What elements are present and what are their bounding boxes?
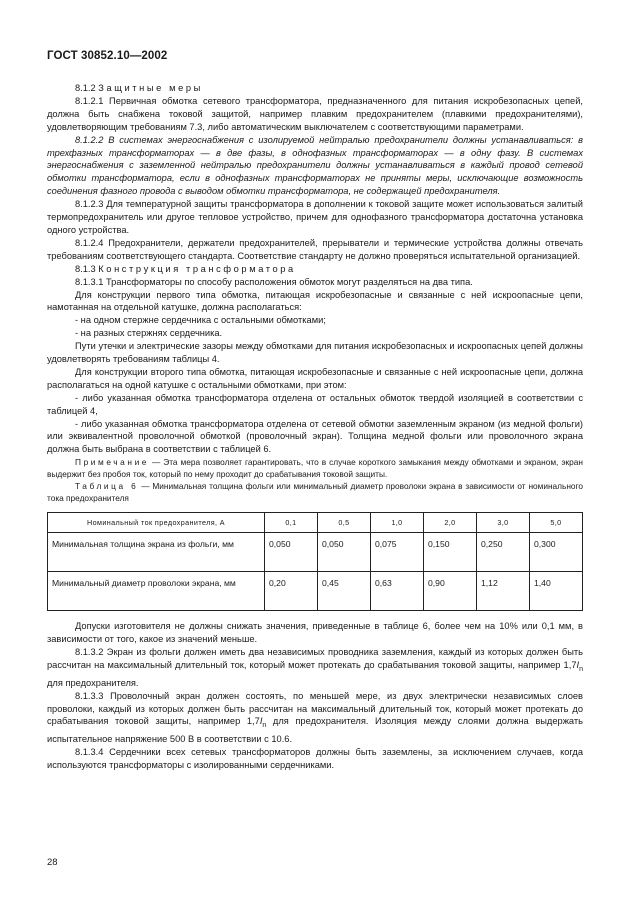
paragraph-text: для предохранителя.	[47, 677, 139, 688]
list-item: - либо указанная обмотка трансформатора отделена от сетевой обмотки заземленным экраном (из медной фольги) или эквивалентной проволочной обмоткой (проволочный экран). Толщина медной фольги или проволочного экрана должна быть выбрана в соответствии с таблицей 6.	[47, 418, 583, 455]
paragraph-type-two: Для конструкции второго типа обмотка, питающая искробезопасные и связанные с ней искроопасные цепи, должна располагаться на одной катушке с остальными обмотками, при этом:	[47, 366, 583, 390]
paragraph-8-1-3-3	[47, 690, 583, 746]
table-caption-label: Таблица 6	[75, 481, 139, 492]
heading-number: 8.1.2	[75, 83, 96, 93]
table-cell: 1,40	[530, 572, 583, 611]
paragraph-8-1-2-2: 8.1.2.2 В системах энергоснабжения с изолируемой нейтралью предохранители должны устанавливаться: в трехфазных трансформаторах — в две фазы, в однофазных трансформаторах — в одну фазу. В системах энергоснабжения с заземленной нейтралью предохранители должны устанавливаться в каждый провод сетевой обмотки трансформатора, если в однофазных трансформаторах не приняты меры, исключающие возможность соединения фазного провода с выводом обмотки трансформатора, не содержащей предохранителя.	[47, 134, 583, 197]
table-row	[48, 572, 583, 611]
paragraph-8-1-2-3: 8.1.2.3 Для температурной защиты трансформатора в дополнении к токовой защите может использоваться залитый термопредохранитель или другое тепловое устройство, причем для однофазного трансформатора достаточна установка одного устройства.	[47, 199, 583, 235]
note	[47, 456, 583, 480]
table-6	[47, 512, 583, 611]
current-subscript: n	[579, 665, 583, 673]
paragraph-clearances: Пути утечки и электрические зазоры между обмотками для питания искробезопасных и искроопасных цепей должны удовлетворять требованиям таблицы 4.	[47, 341, 583, 365]
paragraph-8-1-3-4: 8.1.3.4 Сердечники всех сетевых трансформаторов должны быть заземлены, за исключением случаев, когда используются трансформаторы с изолированными сердечниками.	[47, 747, 583, 771]
table-cell: 0,90	[424, 572, 477, 611]
table-header-cell: 1,0	[371, 513, 424, 533]
paragraph-type-one: Для конструкции первого типа обмотка, питающая искробезопасные и связанные с ней искроопасные цепи, намотанная на отдельной катушке, должна располагаться:	[47, 289, 583, 313]
paragraph-8-1-3-1: 8.1.3.1 Трансформаторы по способу расположения обмоток могут разделяться на два типа.	[75, 276, 473, 287]
table-header-cell: 2,0	[424, 513, 477, 533]
table-row-label: Минимальный диаметр проволоки экрана, мм	[48, 572, 265, 611]
section-heading-8-1-2	[47, 82, 583, 95]
heading-title: Защитные меры	[98, 83, 203, 93]
table-header-cell: 3,0	[477, 513, 530, 533]
paragraph-tolerances: Допуски изготовителя не должны снижать значения, приведенные в таблице 6, более чем на 10% или 0,1 мм, в зависимости от того, какое из значений меньше.	[47, 621, 583, 645]
paragraph-8-1-2-4: 8.1.2.4 Предохранители, держатели предохранителей, прерыватели и термические устройства должны отвечать требованиям соответствующего стандарта. Соответствие стандарту не должно проверяться испытательной организацией.	[47, 237, 583, 261]
paragraph-8-1-2-1: 8.1.2.1 Первичная обмотка сетевого трансформатора, предназначенного для питания искробезопасных цепей, должна быть снабжена токовой защитой, например плавким предохранителем (плавкими предохранителями), удовлетворяющим требованиям 7.3, либо автоматическим выключателем с соответствующими параметрами.	[47, 95, 583, 132]
page-number: 28	[47, 857, 58, 868]
current-symbol: I	[576, 660, 580, 670]
current-subscript: n	[262, 722, 267, 730]
list-item: - либо указанная обмотка трансформатора отделена от остальных обмоток твердой изоляцией в соответствии с таблицей 4,	[47, 392, 583, 416]
table-cell: 0,150	[424, 533, 477, 572]
section-heading-8-1-3	[47, 263, 583, 276]
table-header-cell: Номинальный ток предохранителя, А	[48, 513, 265, 533]
heading-number: 8.1.3	[75, 263, 96, 274]
document-body	[47, 82, 583, 772]
table-cell: 0,250	[477, 533, 530, 572]
table-header-cell: 0,1	[265, 513, 318, 533]
table-header-cell: 5,0	[530, 513, 583, 533]
table-cell: 0,050	[265, 533, 318, 572]
table-header-row	[48, 513, 583, 533]
paragraph-text: 8.1.3.2 Экран из фольги должен иметь два независимых проводника заземления, каждый из которых должен быть рассчитан на максимальный длительный ток, который может протекать до срабатывания токовой защиты, например 1,7	[47, 647, 583, 670]
list-item: - на одном стержне сердечника с остальными обмотками;	[75, 315, 326, 326]
table-cell: 0,075	[371, 533, 424, 572]
table-cell: 0,63	[371, 572, 424, 611]
table-cell: 0,300	[530, 533, 583, 572]
heading-title: Конструкция трансформатора	[98, 263, 296, 274]
current-symbol: I	[259, 716, 263, 727]
list-item: - на разных стержнях сердечника.	[75, 328, 223, 339]
table-cell: 0,20	[265, 572, 318, 611]
table-cell: 0,050	[318, 533, 371, 572]
document-header: ГОСТ 30852.10—2002	[47, 50, 168, 62]
table-cell: 0,45	[318, 572, 371, 611]
table-caption-text: — Минимальная толщина фольги или минимальный диаметр проволоки экрана в зависимости от номинального тока предохранителя	[47, 481, 583, 504]
table-row-label: Минимальная толщина экрана из фольги, мм	[48, 533, 265, 572]
table-caption	[47, 480, 583, 504]
note-text: — Эта мера позволяет гарантировать, что в случае короткого замыкания между обмотками и экраном, экран выдержит без пробоя ток, который по нему проходит до срабатывания токовой защиты.	[47, 457, 583, 480]
paragraph-8-1-3-2	[47, 646, 583, 690]
table-row	[48, 533, 583, 572]
note-label: Примечание	[75, 457, 150, 468]
paragraph-text: 8.1.3.3 Проволочный экран должен состоять, по меньшей мере, из двух электрически независимых слоев проволоки, каждый из которых должен быть рассчитан на максимальный длительный ток, который может протекать до срабатывания токовой защиты, например 1,7	[47, 690, 583, 727]
paragraph-text: для предохранителя. Изоляция между слоями должна выдержать испытательное напряжение 500 В в соответствии с 10.6.	[47, 716, 583, 745]
table-header-cell: 0,5	[318, 513, 371, 533]
table-cell: 1,12	[477, 572, 530, 611]
